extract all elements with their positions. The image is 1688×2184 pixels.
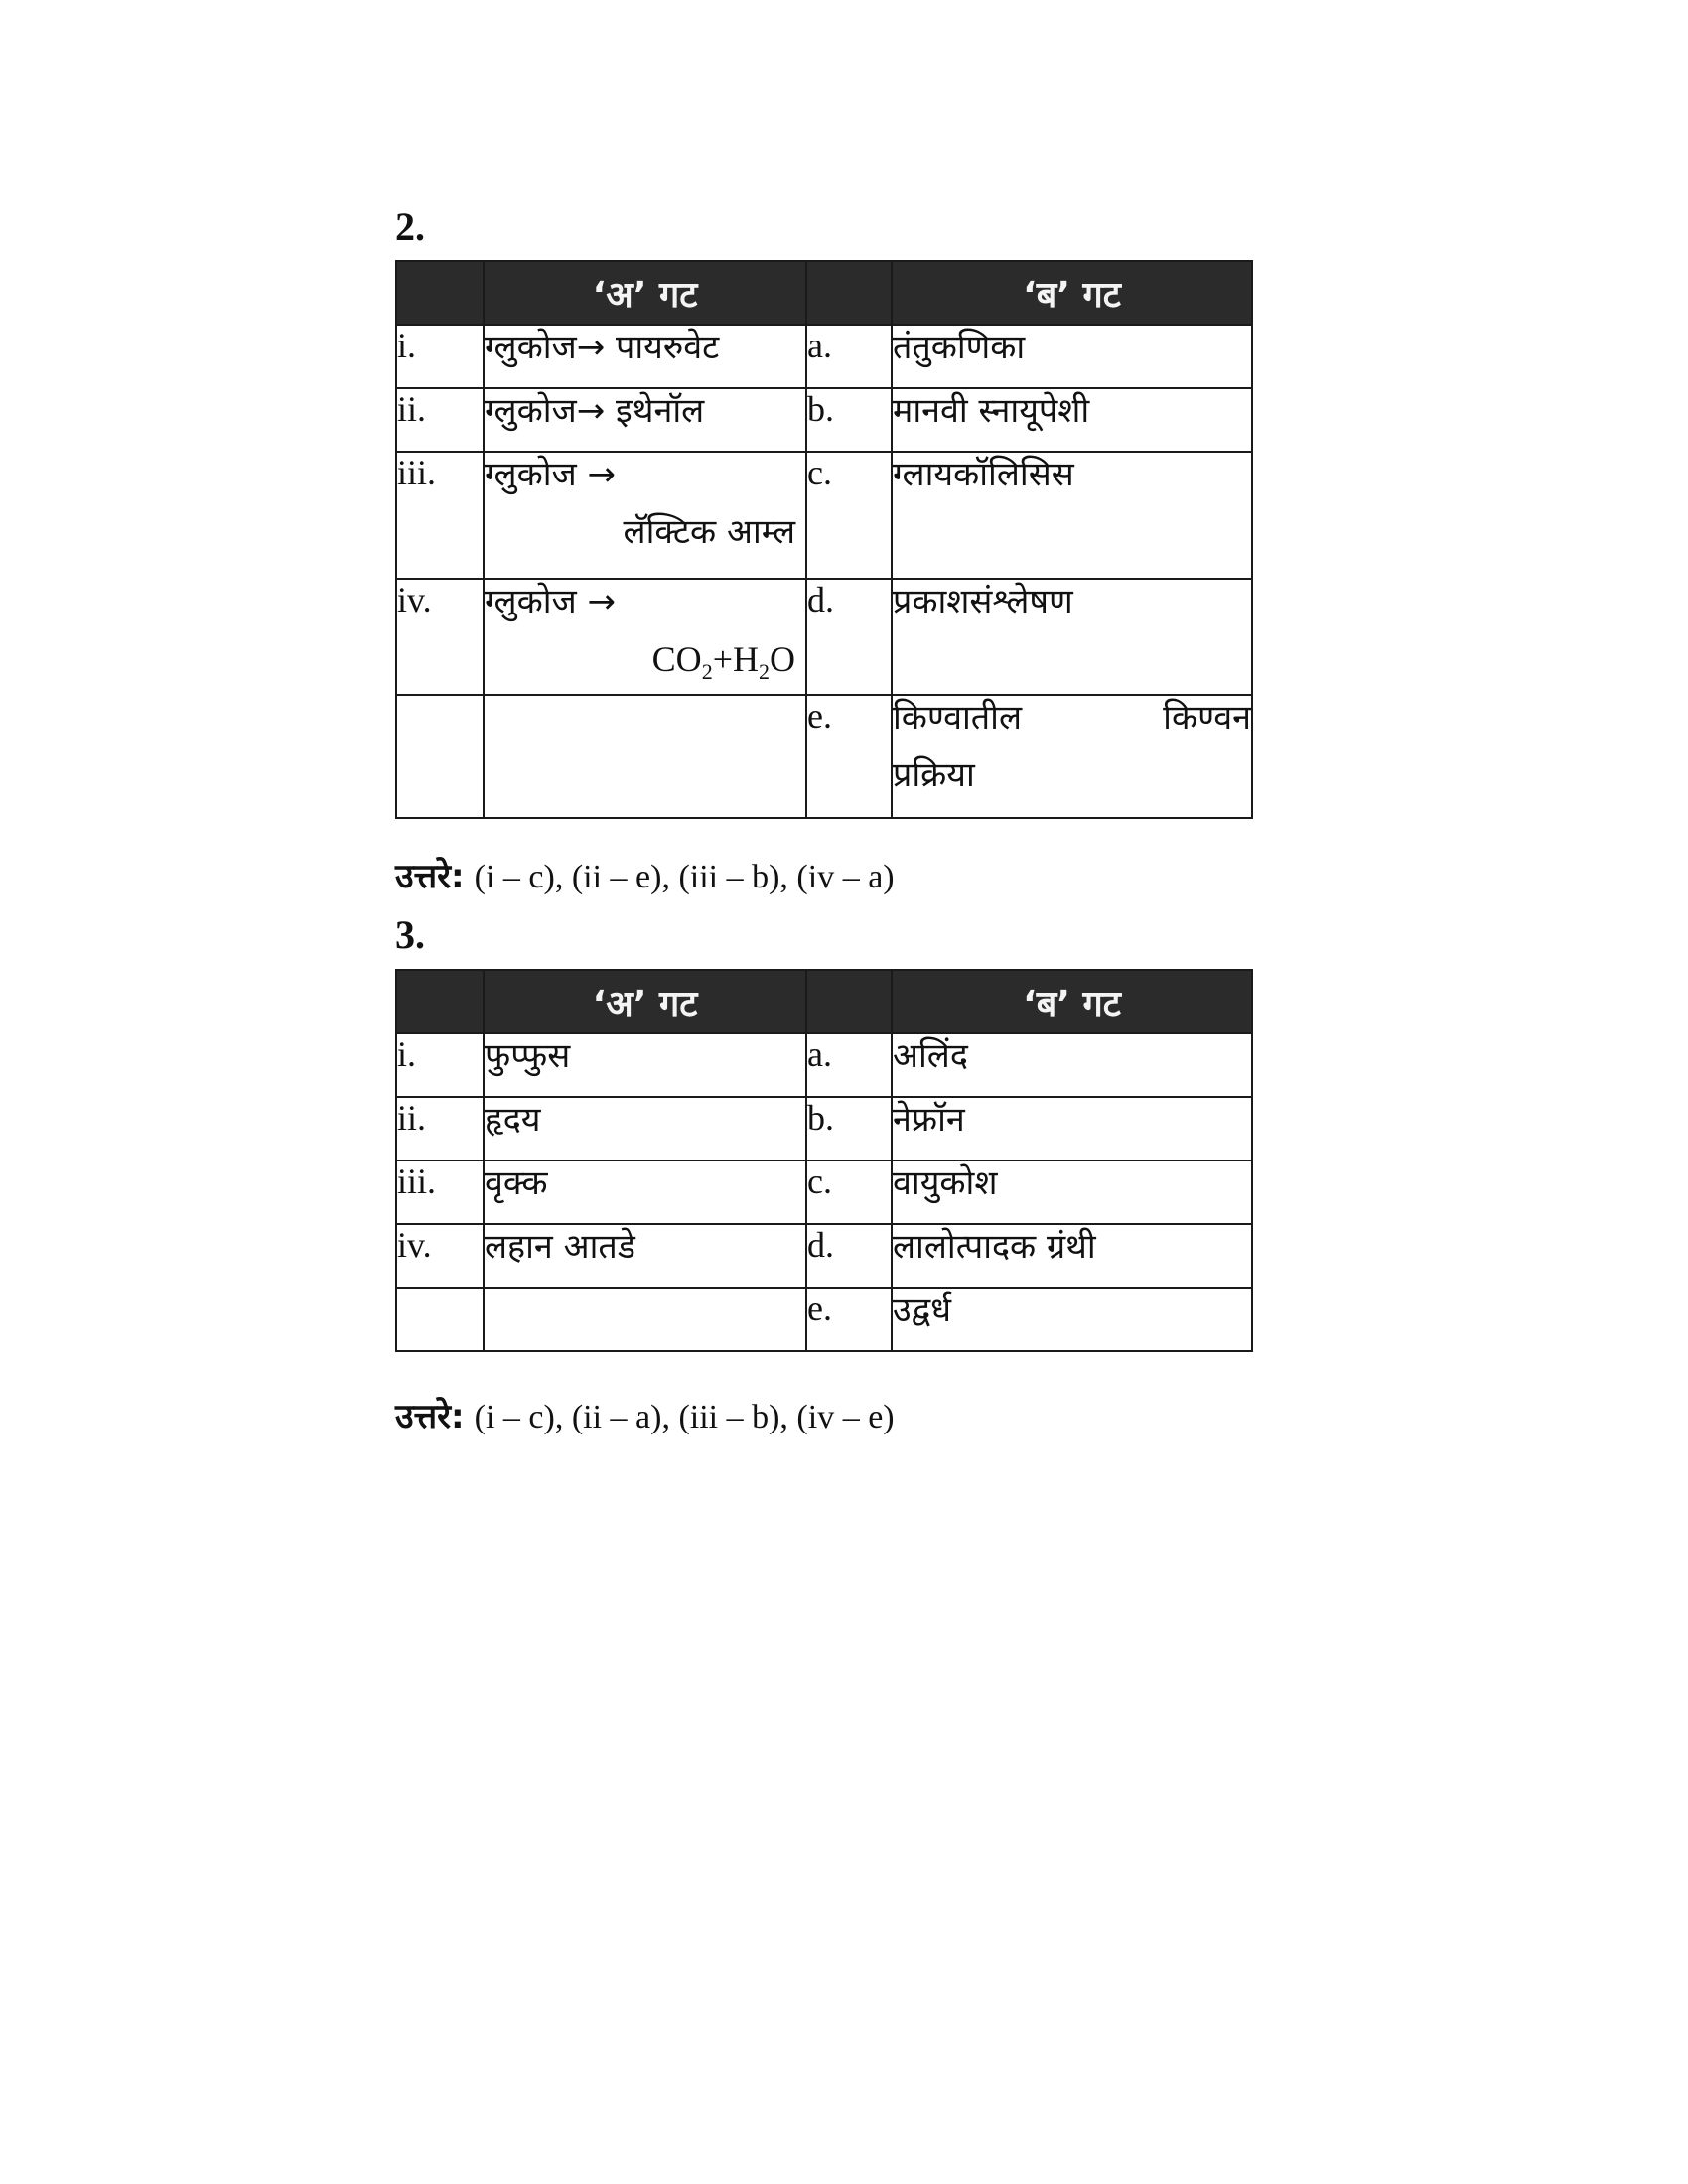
group-b-item: प्रकाशसंश्लेषण bbox=[892, 579, 1252, 695]
row-number: i. bbox=[396, 1033, 484, 1097]
chemical-formula: $CO_2+H_2O$ bbox=[651, 639, 795, 685]
header-group-b: ‘ब’ गट bbox=[892, 970, 1252, 1033]
row-number: iv. bbox=[396, 1224, 484, 1288]
group-b-item-line2: प्रक्रिया bbox=[893, 755, 975, 796]
group-b-item: लालोत्पादक ग्रंथी bbox=[892, 1224, 1252, 1288]
group-a-item: फुप्फुस bbox=[484, 1033, 806, 1097]
group-b-item: वायुकोश bbox=[892, 1160, 1252, 1224]
group-a-item-line1: ग्लुकोज → bbox=[485, 455, 617, 494]
row-letter: d. bbox=[806, 1224, 892, 1288]
row-letter: e. bbox=[806, 695, 892, 818]
answer-text: (i – c), (ii – e), (iii – b), (iv – a) bbox=[474, 859, 895, 895]
row-letter: c. bbox=[806, 1160, 892, 1224]
table-row bbox=[396, 579, 1252, 695]
row-letter: a. bbox=[806, 325, 892, 388]
answer-label: उत्तरे: bbox=[395, 857, 465, 896]
row-letter: e. bbox=[806, 1288, 892, 1351]
group-a-item: वृक्क bbox=[484, 1160, 806, 1224]
table-row bbox=[396, 1288, 1252, 1351]
header-group-a: ‘अ’ गट bbox=[484, 261, 806, 325]
row-number: i. bbox=[396, 325, 484, 388]
answer-line bbox=[395, 1392, 895, 1437]
group-a-item bbox=[484, 452, 806, 579]
question-number: 3. bbox=[395, 912, 425, 957]
header-blank bbox=[396, 261, 484, 325]
group-a-item-line2: लॅक्टिक आम्ल bbox=[623, 512, 795, 552]
row-number: ii. bbox=[396, 1097, 484, 1160]
table-header-row bbox=[396, 261, 1252, 325]
group-a-item: हृदय bbox=[484, 1097, 806, 1160]
group-b-item: उद्वर्ध bbox=[892, 1288, 1252, 1351]
group-b-item: नेफ्रॉन bbox=[892, 1097, 1252, 1160]
group-a-item: ग्लुकोज→ पायरुवेट bbox=[484, 325, 806, 388]
group-a-item: लहान आतडे bbox=[484, 1224, 806, 1288]
table-row bbox=[396, 325, 1252, 388]
answer-label: उत्तरे: bbox=[395, 1397, 465, 1436]
group-b-item: अलिंद bbox=[892, 1033, 1252, 1097]
header-blank bbox=[396, 970, 484, 1033]
row-letter: b. bbox=[806, 388, 892, 452]
table-row bbox=[396, 1033, 1252, 1097]
row-letter: b. bbox=[806, 1097, 892, 1160]
answer-line bbox=[395, 852, 895, 897]
group-b-item: ग्लायकॉलिसिस bbox=[892, 452, 1252, 579]
match-table-q3 bbox=[395, 969, 1253, 1352]
group-a-item bbox=[484, 1288, 806, 1351]
row-number bbox=[396, 1288, 484, 1351]
row-number: ii. bbox=[396, 388, 484, 452]
group-b-word: किण्वन bbox=[1163, 698, 1251, 739]
row-number bbox=[396, 695, 484, 818]
answer-text: (i – c), (ii – a), (iii – b), (iv – e) bbox=[474, 1399, 895, 1435]
match-table-q2 bbox=[395, 260, 1253, 819]
group-a-item bbox=[484, 579, 806, 695]
header-blank bbox=[806, 261, 892, 325]
group-b-item: तंतुकणिका bbox=[892, 325, 1252, 388]
row-number: iii. bbox=[396, 1160, 484, 1224]
group-a-item: ग्लुकोज→ इथेनॉल bbox=[484, 388, 806, 452]
table-row bbox=[396, 452, 1252, 579]
group-b-item: मानवी स्नायूपेशी bbox=[892, 388, 1252, 452]
group-b-word: किण्वातील bbox=[893, 698, 1023, 739]
table-row bbox=[396, 388, 1252, 452]
header-group-b: ‘ब’ गट bbox=[892, 261, 1252, 325]
group-b-item bbox=[892, 695, 1252, 818]
header-blank bbox=[806, 970, 892, 1033]
row-letter: d. bbox=[806, 579, 892, 695]
table-row bbox=[396, 1224, 1252, 1288]
header-group-a: ‘अ’ गट bbox=[484, 970, 806, 1033]
table-row bbox=[396, 695, 1252, 818]
row-letter: c. bbox=[806, 452, 892, 579]
table-row bbox=[396, 1097, 1252, 1160]
table-header-row bbox=[396, 970, 1252, 1033]
question-number: 2. bbox=[395, 205, 425, 249]
row-number: iii. bbox=[396, 452, 484, 579]
group-a-item-line1: ग्लुकोज → bbox=[485, 582, 617, 621]
row-number: iv. bbox=[396, 579, 484, 695]
table-row bbox=[396, 1160, 1252, 1224]
row-letter: a. bbox=[806, 1033, 892, 1097]
group-a-item bbox=[484, 695, 806, 818]
